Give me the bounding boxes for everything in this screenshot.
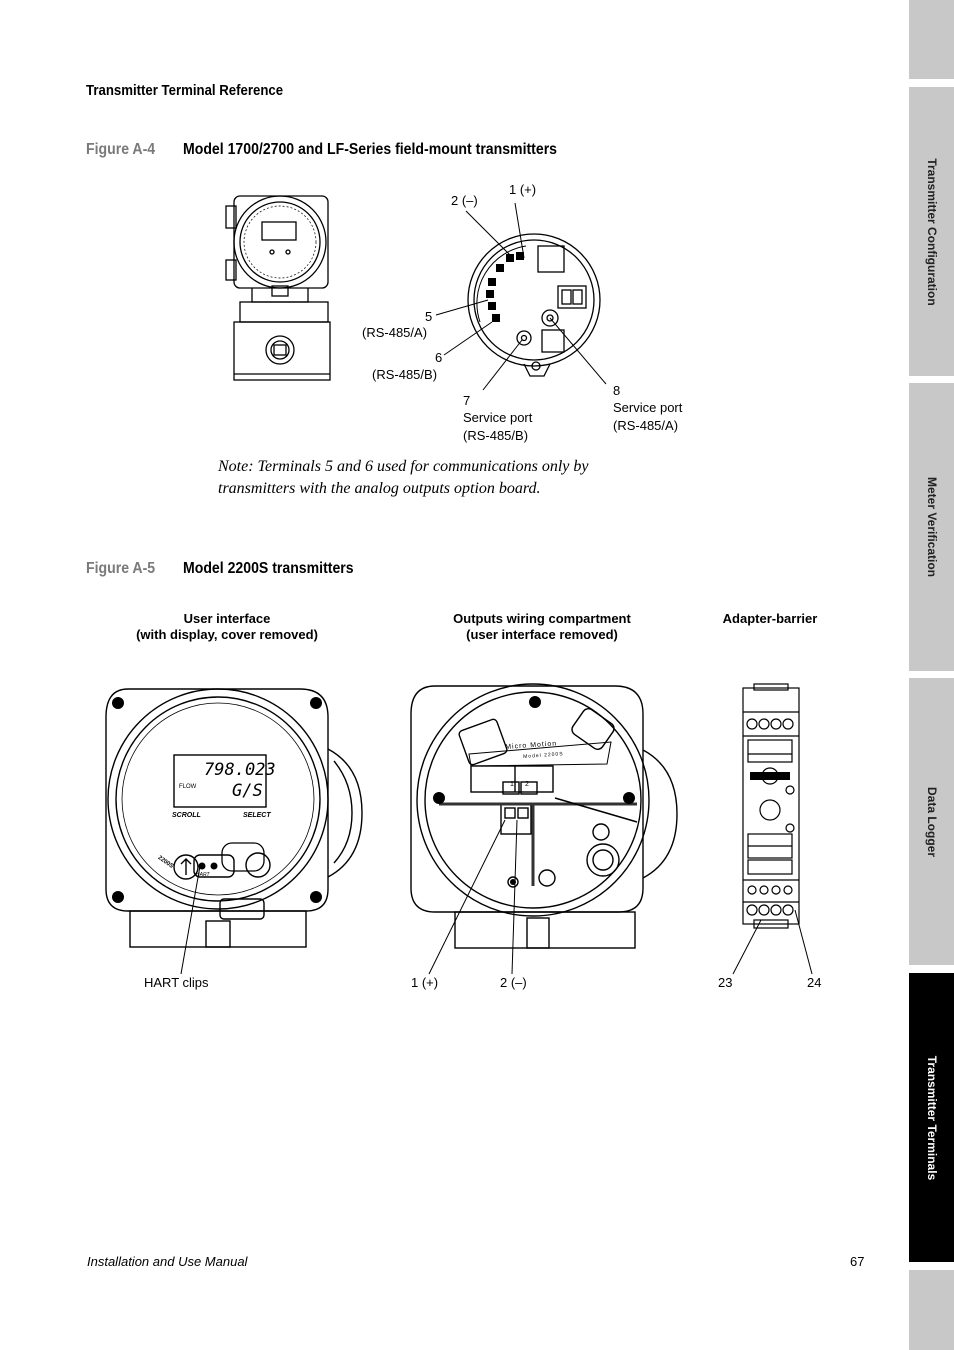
callout-terminal-8-line1: Service port xyxy=(613,400,683,415)
callout-terminal-7-line1: Service port xyxy=(463,410,533,425)
callout-terminal-23: 23 xyxy=(718,975,733,990)
callout-terminal-8-line2: (RS-485/A) xyxy=(613,418,679,433)
outputs-model: Model 2200S xyxy=(523,751,564,760)
callout-terminal-8-number: 8 xyxy=(613,383,621,398)
callout-output-terminal-2: 2 (–) xyxy=(500,975,527,990)
panel-outputs-line1: Outputs wiring compartment xyxy=(453,611,631,626)
figure-a5-title: Model 2200S transmitters xyxy=(183,560,354,577)
figure-a5-label: Figure A-5 xyxy=(86,560,156,577)
callout-terminal-5-desc: (RS-485/A) xyxy=(362,325,428,340)
callout-terminal-6-desc: (RS-485/B) xyxy=(372,367,438,382)
display-mode: FLOW xyxy=(179,784,197,790)
footer-page-number: 67 xyxy=(850,1254,865,1269)
outputs-term2: 2 xyxy=(525,781,529,788)
outputs-brand: Micro Motion xyxy=(505,740,558,751)
side-tab-label: Transmitter Configuration xyxy=(924,157,939,306)
scroll-button-label: SCROLL xyxy=(172,812,201,819)
outputs-term1: 1 xyxy=(510,781,514,788)
panel-user-interface-line1: User interface xyxy=(183,611,271,626)
select-button-label: SELECT xyxy=(243,812,271,819)
callout-terminal-7-number: 7 xyxy=(463,393,471,408)
panel-adapter-label: Adapter-barrier xyxy=(722,611,818,626)
footer-manual-title: Installation and Use Manual xyxy=(87,1254,248,1269)
callout-terminal-2: 2 (–) xyxy=(451,193,478,208)
figure-a4-note: Note: Terminals 5 and 6 used for communications only by transmitters with the analog outputs option board. xyxy=(218,458,589,497)
callout-output-terminal-1: 1 (+) xyxy=(411,975,439,990)
callout-hart-clips: HART clips xyxy=(144,975,209,990)
panel-outputs-line2: (user interface removed) xyxy=(466,627,618,642)
model-label-ui: 2200S xyxy=(156,855,175,870)
hart-label: HART xyxy=(196,872,210,878)
section-title: Transmitter Terminal Reference xyxy=(86,82,284,99)
figure-a4-title: Model 1700/2700 and LF-Series field-mount transmitters xyxy=(183,141,558,158)
display-unit: G/S xyxy=(232,781,263,801)
callout-terminal-1: 1 (+) xyxy=(509,182,537,197)
figure-a4-label: Figure A-4 xyxy=(86,141,156,158)
display-value: 798.023 xyxy=(204,760,276,780)
panel-user-interface-line2: (with display, cover removed) xyxy=(136,627,318,642)
callout-terminal-24: 24 xyxy=(807,975,822,990)
side-tab-label: Meter Verification xyxy=(924,476,939,578)
callout-terminal-5-number: 5 xyxy=(425,309,433,324)
callout-terminal-6-number: 6 xyxy=(435,350,443,365)
side-tab-label: Data Logger xyxy=(924,786,939,857)
side-tab-label: Transmitter Terminals xyxy=(924,1055,939,1180)
callout-terminal-7-line2: (RS-485/B) xyxy=(463,428,529,443)
